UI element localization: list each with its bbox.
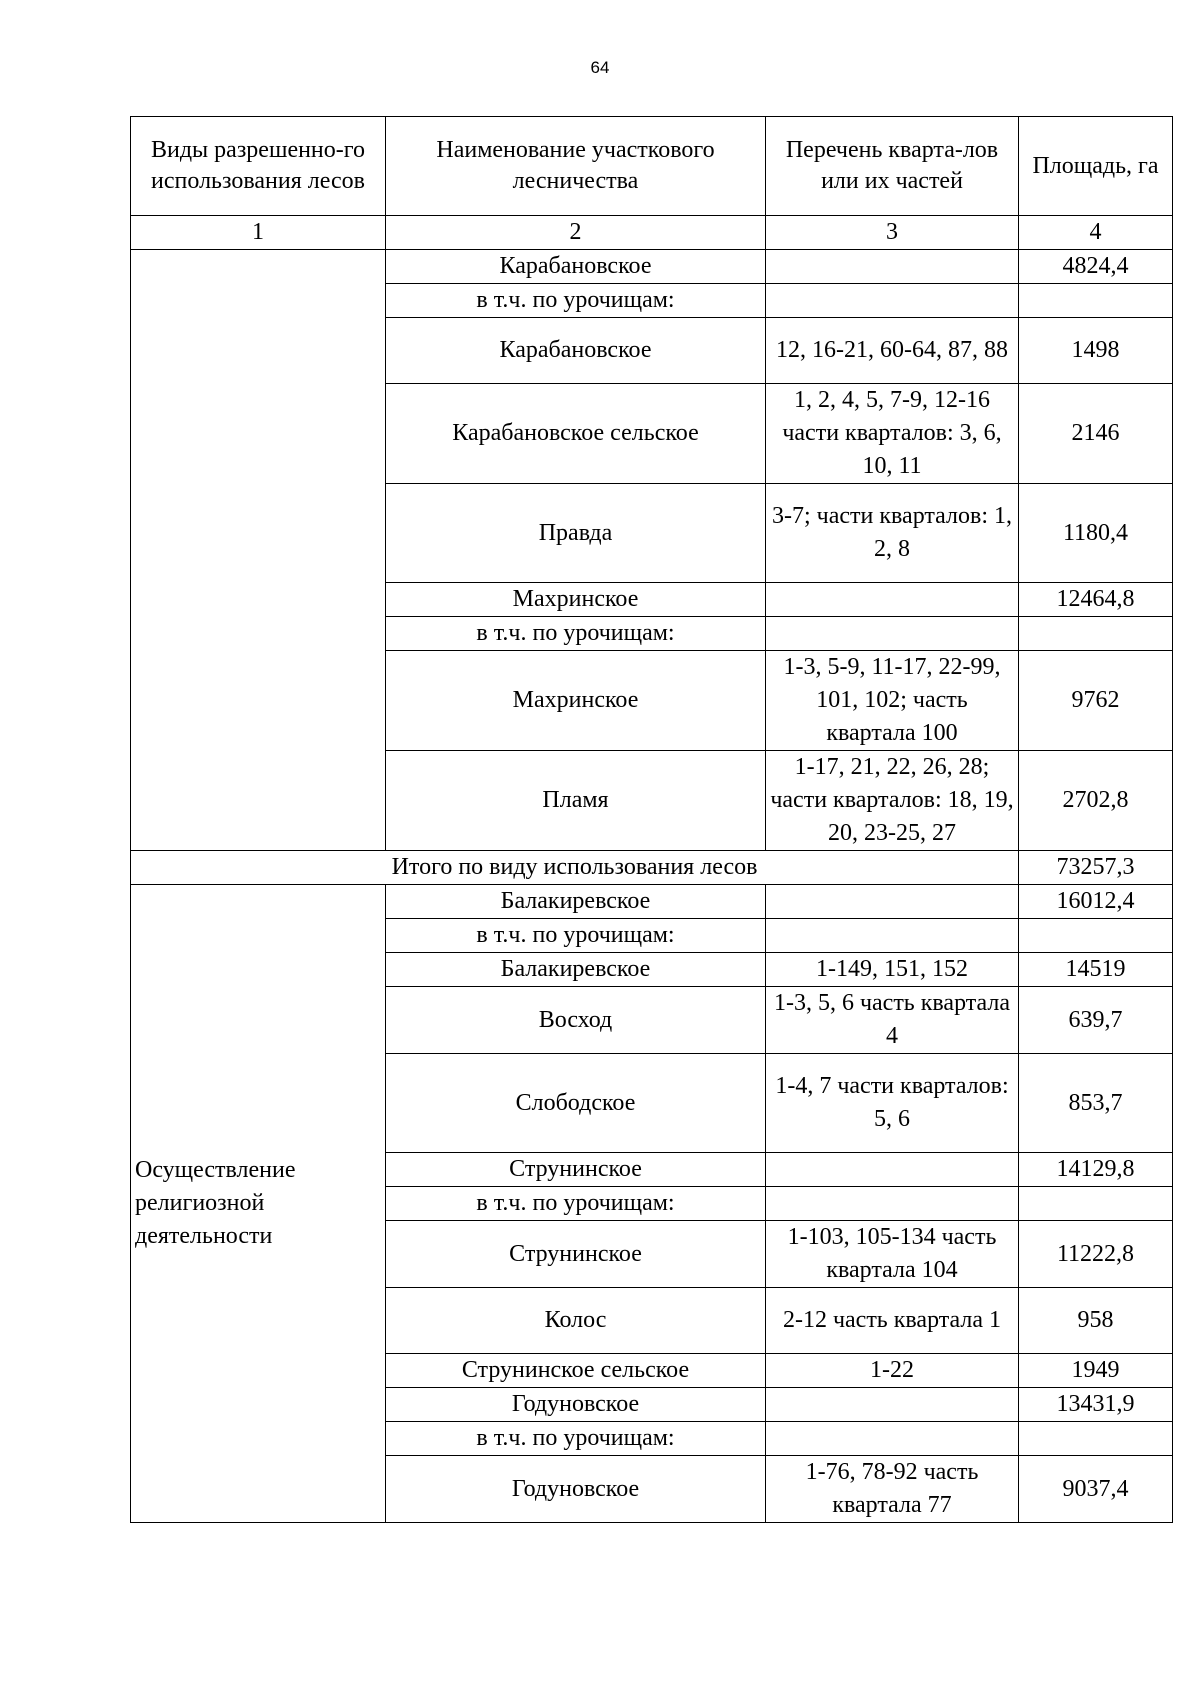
area: 1949 — [1019, 1354, 1173, 1388]
area: 11222,8 — [1019, 1221, 1173, 1288]
column-number: 4 — [1019, 216, 1173, 250]
forestry-name: Колос — [386, 1288, 766, 1354]
quarters: 2-12 часть квартала 1 — [766, 1288, 1019, 1354]
forestry-name: Махринское — [386, 651, 766, 751]
area: 639,7 — [1019, 987, 1173, 1054]
quarters: 1-4, 7 части кварталов: 5, 6 — [766, 1054, 1019, 1153]
forestry-name: Карабановское — [386, 318, 766, 384]
column-number: 1 — [131, 216, 386, 250]
header-quarters: Перечень кварта-лов или их частей — [766, 117, 1019, 216]
quarters: 12, 16-21, 60-64, 87, 88 — [766, 318, 1019, 384]
header-forestry-name: Наименование участкового лесничества — [386, 117, 766, 216]
forestry-name: в т.ч. по урочищам: — [386, 919, 766, 953]
area: 14519 — [1019, 953, 1173, 987]
area: 958 — [1019, 1288, 1173, 1354]
forestry-name: в т.ч. по урочищам: — [386, 617, 766, 651]
forestry-name: в т.ч. по урочищам: — [386, 1187, 766, 1221]
quarters — [766, 1153, 1019, 1187]
quarters — [766, 250, 1019, 284]
area: 853,7 — [1019, 1054, 1173, 1153]
forestry-name: Пламя — [386, 751, 766, 851]
area — [1019, 919, 1173, 953]
header-use-type: Виды разрешенно-го использования лесов — [131, 117, 386, 216]
forestry-name: Слободское — [386, 1054, 766, 1153]
forestry-name: Годуновское — [386, 1456, 766, 1523]
quarters: 1-3, 5, 6 часть квартала 4 — [766, 987, 1019, 1054]
area — [1019, 1422, 1173, 1456]
quarters: 1-76, 78-92 часть квартала 77 — [766, 1456, 1019, 1523]
forestry-name: в т.ч. по урочищам: — [386, 284, 766, 318]
area: 2146 — [1019, 384, 1173, 484]
forestry-name: Балакиревское — [386, 953, 766, 987]
area: 14129,8 — [1019, 1153, 1173, 1187]
quarters: 1-17, 21, 22, 26, 28; части кварталов: 18, 19, 20, 23-25, 27 — [766, 751, 1019, 851]
area — [1019, 617, 1173, 651]
total-label: Итого по виду использования лесов — [131, 851, 1019, 885]
table-header-row — [131, 117, 1173, 216]
page-number: 64 — [590, 58, 610, 77]
area: 4824,4 — [1019, 250, 1173, 284]
area: 1498 — [1019, 318, 1173, 384]
forestry-name: Махринское — [386, 583, 766, 617]
forestry-name: Струнинское сельское — [386, 1354, 766, 1388]
quarters — [766, 1187, 1019, 1221]
forestry-name: Правда — [386, 484, 766, 583]
table-row — [131, 250, 1173, 284]
quarters — [766, 1422, 1019, 1456]
header-area: Площадь, га — [1019, 117, 1173, 216]
quarters — [766, 1388, 1019, 1422]
quarters — [766, 284, 1019, 318]
area: 9037,4 — [1019, 1456, 1173, 1523]
quarters: 1-149, 151, 152 — [766, 953, 1019, 987]
forestry-name: Струнинское — [386, 1221, 766, 1288]
forestry-name: Струнинское — [386, 1153, 766, 1187]
forestry-name: Годуновское — [386, 1388, 766, 1422]
area — [1019, 1187, 1173, 1221]
forest-use-table — [130, 116, 1173, 1523]
column-number: 2 — [386, 216, 766, 250]
area — [1019, 284, 1173, 318]
table-column-numbers-row — [131, 216, 1173, 250]
area: 16012,4 — [1019, 885, 1173, 919]
quarters — [766, 885, 1019, 919]
forestry-name: в т.ч. по урочищам: — [386, 1422, 766, 1456]
use-type-cell — [131, 250, 386, 851]
forestry-name: Восход — [386, 987, 766, 1054]
quarters — [766, 919, 1019, 953]
area: 12464,8 — [1019, 583, 1173, 617]
column-number: 3 — [766, 216, 1019, 250]
area: 9762 — [1019, 651, 1173, 751]
forestry-name: Балакиревское — [386, 885, 766, 919]
table-row — [131, 885, 1173, 919]
area: 1180,4 — [1019, 484, 1173, 583]
quarters: 1-3, 5-9, 11-17, 22-99, 101, 102; часть квартала 100 — [766, 651, 1019, 751]
use-type-cell: Осуществление религиозной деятельности — [131, 885, 386, 1523]
total-area: 73257,3 — [1019, 851, 1173, 885]
quarters: 3-7; части кварталов: 1, 2, 8 — [766, 484, 1019, 583]
forestry-name: Карабановское сельское — [386, 384, 766, 484]
quarters — [766, 617, 1019, 651]
area: 13431,9 — [1019, 1388, 1173, 1422]
quarters: 1, 2, 4, 5, 7-9, 12-16 части кварталов: 3, 6, 10, 11 — [766, 384, 1019, 484]
area: 2702,8 — [1019, 751, 1173, 851]
total-row — [131, 851, 1173, 885]
forestry-name: Карабановское — [386, 250, 766, 284]
quarters — [766, 583, 1019, 617]
quarters: 1-22 — [766, 1354, 1019, 1388]
quarters: 1-103, 105-134 часть квартала 104 — [766, 1221, 1019, 1288]
